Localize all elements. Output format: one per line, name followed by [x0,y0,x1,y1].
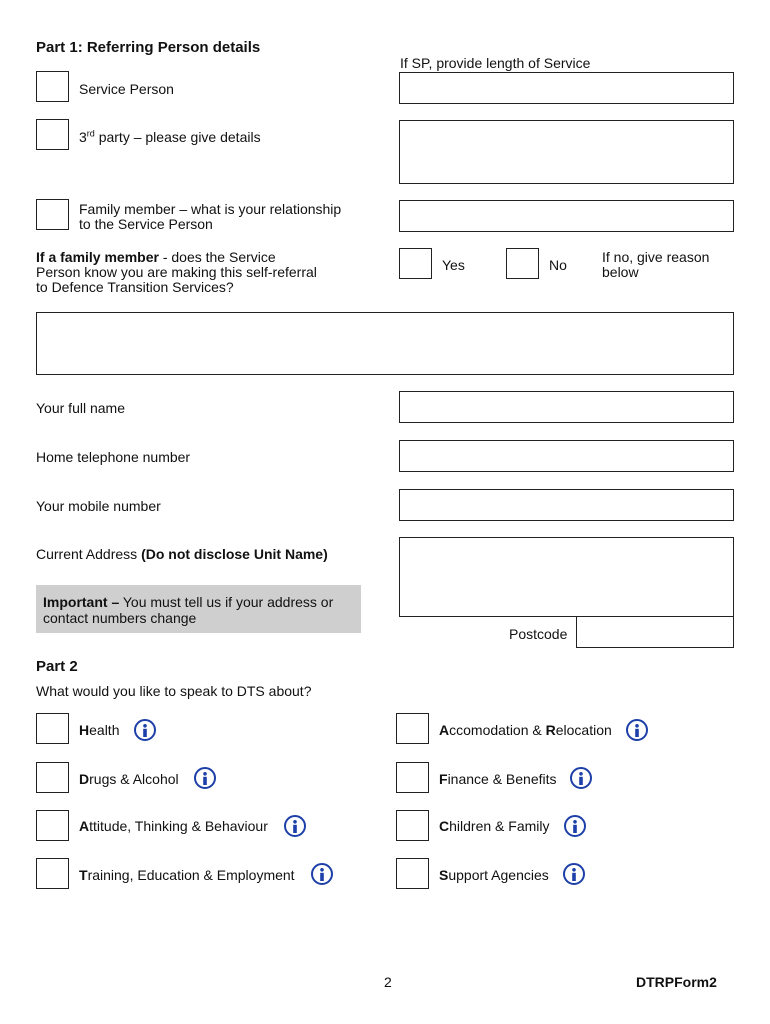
third-party-checkbox[interactable] [36,119,69,150]
reason-field[interactable] [36,312,734,375]
topic-health-checkbox[interactable] [36,713,69,744]
service-person-label: Service Person [79,81,174,97]
mobile-number-field[interactable] [399,489,734,521]
current-address-field[interactable] [399,537,734,617]
sp-length-label: If SP, provide length of Service [400,55,591,71]
yes-checkbox[interactable] [399,248,432,279]
no-checkbox[interactable] [506,248,539,279]
yes-label: Yes [442,257,465,273]
sp-length-field[interactable] [399,72,734,104]
family-question-line2: Person know you are making this self-referral [36,264,317,280]
family-member-label-line2: to the Service Person [79,216,213,232]
important-note [36,585,361,633]
topic-children-family-label: Children & Family [439,818,550,834]
topic-health-label: Health [79,722,120,738]
topic-accommodation-checkbox[interactable] [396,713,429,744]
third-party-details-field[interactable] [399,120,734,184]
info-icon[interactable] [626,719,648,741]
important-note-line1: Important – You must tell us if your address or [43,594,334,610]
topic-finance-checkbox[interactable] [396,762,429,793]
info-icon[interactable] [311,863,333,885]
mobile-number-label: Your mobile number [36,498,161,514]
no-label: No [549,257,567,273]
topic-attitude-label: Attitude, Thinking & Behaviour [79,818,268,834]
info-icon[interactable] [194,767,216,789]
topic-training-checkbox[interactable] [36,858,69,889]
topic-support-agencies-checkbox[interactable] [396,858,429,889]
home-telephone-field[interactable] [399,440,734,472]
page-number: 2 [384,974,392,990]
family-question-line1: If a family member - does the Service [36,249,276,265]
part2-question: What would you like to speak to DTS about? [36,683,312,699]
topic-drugs-alcohol-checkbox[interactable] [36,762,69,793]
topic-drugs-alcohol-label: Drugs & Alcohol [79,771,179,787]
info-icon[interactable] [570,767,592,789]
part2-heading: Part 2 [36,658,78,675]
info-icon[interactable] [134,719,156,741]
info-icon[interactable] [563,863,585,885]
current-address-label: Current Address (Do not disclose Unit Name) [36,546,328,562]
topic-children-family-checkbox[interactable] [396,810,429,841]
full-name-field[interactable] [399,391,734,423]
family-member-label-line1: Family member – what is your relationship [79,201,342,217]
service-person-checkbox[interactable] [36,71,69,102]
topic-finance-label: Finance & Benefits [439,771,557,787]
third-party-label: 3rd party – please give details [79,128,261,145]
topic-attitude-checkbox[interactable] [36,810,69,841]
full-name-label: Your full name [36,400,125,416]
relationship-field[interactable] [399,200,734,232]
topic-training-label: Training, Education & Employment [79,867,295,883]
family-question-line3: to Defence Transition Services? [36,279,234,295]
postcode-label: Postcode [509,626,568,642]
if-no-label-line2: below [602,264,639,280]
important-note-line2: contact numbers change [43,610,197,626]
topic-support-agencies-label: Support Agencies [439,867,549,883]
info-icon[interactable] [564,815,586,837]
topic-accommodation-label: Accomodation & Relocation [439,722,612,738]
info-icon[interactable] [284,815,306,837]
home-telephone-label: Home telephone number [36,449,191,465]
postcode-field[interactable] [576,616,734,648]
form-id: DTRPForm2 [636,974,717,990]
family-member-checkbox[interactable] [36,199,69,230]
if-no-label-line1: If no, give reason [602,249,710,265]
part1-heading: Part 1: Referring Person details [36,39,261,56]
